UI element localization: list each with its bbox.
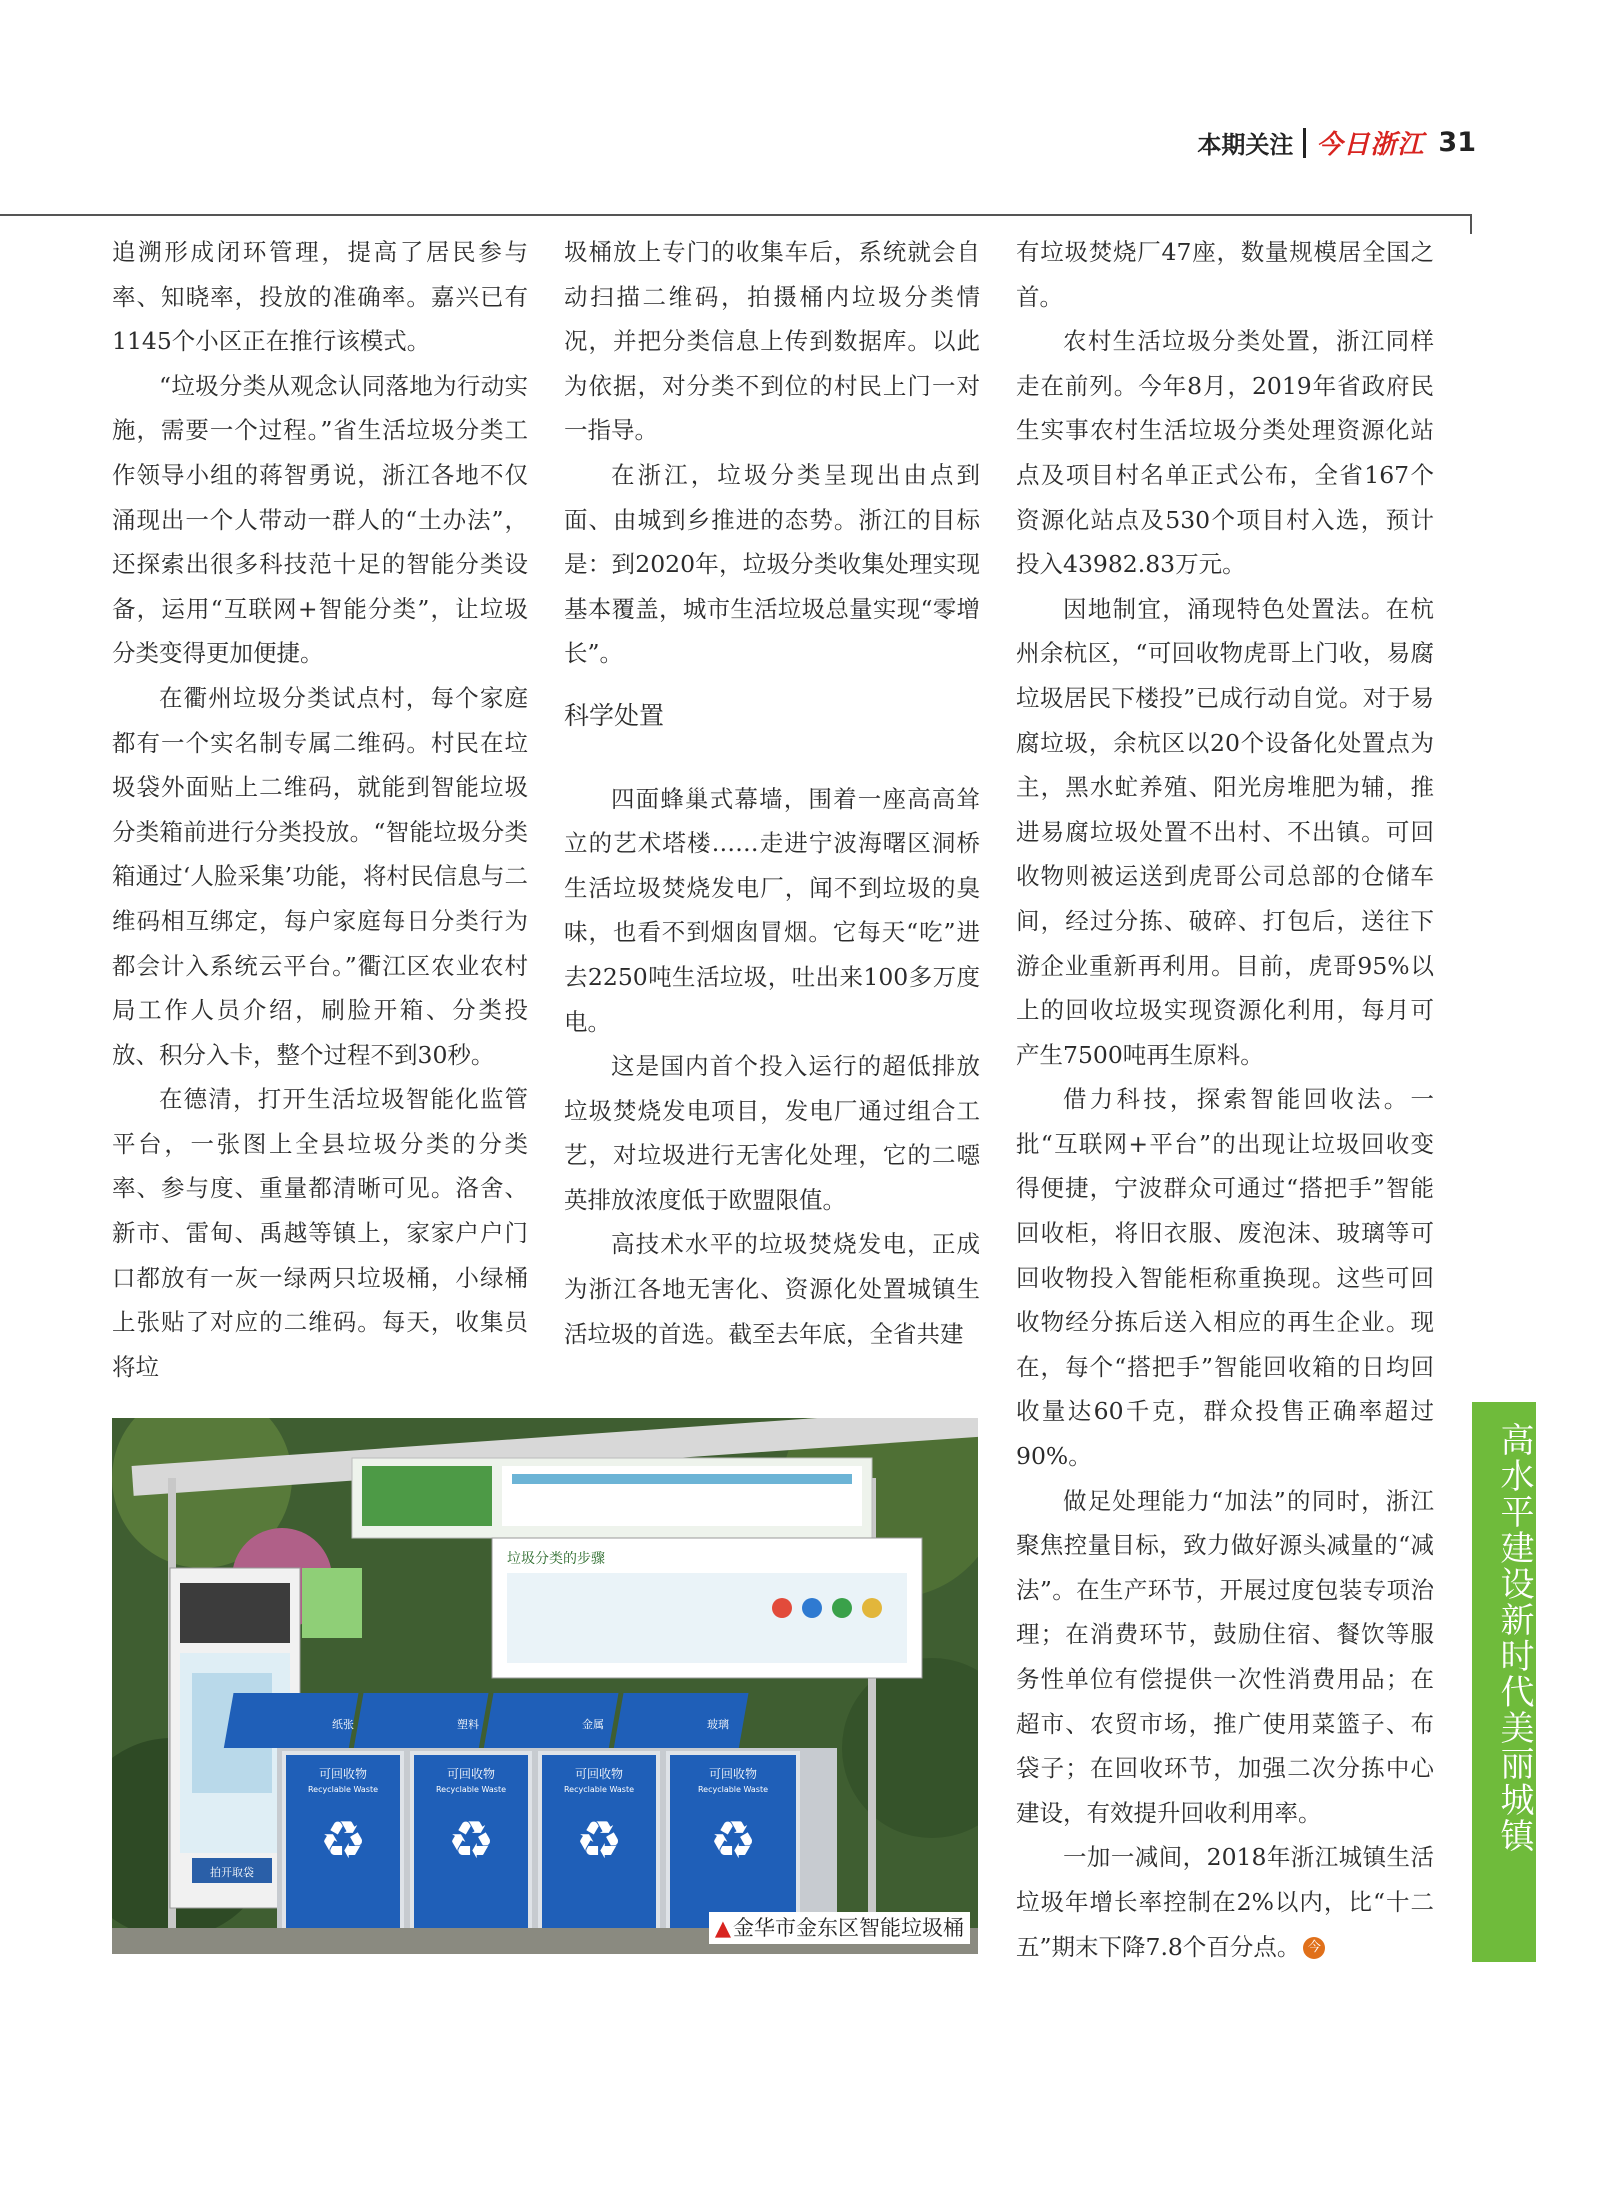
page-header — [1197, 124, 1476, 161]
section-subheading: 科学处置 — [564, 700, 665, 730]
photo-illustration — [112, 1418, 978, 1954]
bin-sub-label: Recyclable Waste — [435, 1785, 507, 1794]
paragraph: 因地制宜，涌现特色处置法。在杭州余杭区，“可回收物虎哥上门收，易腐垃圾居民下楼投”已成行动自觉。对于易腐垃圾，余杭区以20个设备化处置点为主，黑水虻养殖、阳光房堆肥为辅，推进易腐垃圾处置不出村、不出镇。可回收物则被运送到虎哥公司总部的仓储车间，经过分拣、破碎、打包后，送往下游企业重新再利用。目前，虎哥95%以上的回收垃圾实现资源化利用，每月可产生7500吨再生原料。 — [1016, 594, 1434, 1069]
paragraph: 这是国内首个投入运行的超低排放垃圾焚烧发电项目，发电厂通过组合工艺，对垃圾进行无害化处理，它的二噁英排放浓度低于欧盟限值。 — [564, 1052, 980, 1214]
paragraph: 在德清，打开生活垃圾智能化监管平台，一张图上全县垃圾分类的分类率、参与度、重量都清晰可见。洛舍、新市、雷甸、禹越等镇上，家家户户门口都放有一灰一绿两只垃圾桶，小绿桶上张贴了对应的二维码。每天，收集员将垃 — [112, 1085, 528, 1381]
paragraph: 在衢州垃圾分类试点村，每个家庭都有一个实名制专属二维码。村民在垃圾袋外面贴上二维码，就能到智能垃圾分类箱前进行分类投放。“智能垃圾分类箱通过‘人脸采集’功能，将村民信息与二维码相互绑定，每户家庭每日分类行为都会计入系统云平台。”衢江区农业农村局工作人员介绍，刷脸开箱、分类投放、积分入卡，整个过程不到30秒。 — [112, 683, 528, 1069]
bin-label: 可回收物 — [446, 1767, 496, 1781]
paragraph: 在浙江，垃圾分类呈现出由点到面、由城到乡推进的态势。浙江的目标是：到2020年，垃圾分类收集处理实现基本覆盖，城市生活垃圾总量实现“零增长”。 — [564, 460, 980, 668]
bin-lid-label: 金属 — [582, 1718, 604, 1731]
paragraph: “垃圾分类从观念认同落地为行动实施，需要一个过程。”省生活垃圾分类工作领导小组的蒋智勇说，浙江各地不仅涌现出一个人带动一群人的“土办法”，还探索出很多科技范十足的智能分类设备，运用“互联网+智能分类”，让垃圾分类变得更加便捷。 — [112, 371, 528, 668]
paragraph: 有垃圾焚烧厂47座，数量规模居全国之首。 — [1016, 238, 1434, 311]
top-rule — [0, 214, 1472, 216]
paragraph: 农村生活垃圾分类处置，浙江同样走在前列。今年8月，2019年省政府民生实事农村生活垃圾分类处理资源化站点及项目村名单正式公布，全省167个资源化站点及530个项目村入选，预计投入43982.83万元。 — [1016, 327, 1434, 579]
paragraph: 高技术水平的垃圾焚烧发电，正成为浙江各地无害化、资源化处置城镇生活垃圾的首选。截至去年底，全省共建 — [564, 1230, 980, 1348]
recycle-icon: ♻ — [447, 1811, 495, 1871]
section-label: 本期关注 — [1197, 131, 1294, 159]
header-divider — [1303, 128, 1306, 158]
bin-sub-label: Recyclable Waste — [697, 1785, 769, 1794]
recycle-icon: ♻ — [319, 1811, 367, 1871]
paragraph: 借力科技，探索智能回收法。一批“互联网+平台”的出现让垃圾回收变得便捷，宁波群众可通过“搭把手”智能回收柜，将旧衣服、废泡沫、玻璃等可回收物投入智能柜称重换现。这些可回收物经分拣后送入相应的再生企业。现在，每个“搭把手”智能回收箱的日均回收量达60千克，群众投售正确率超过90%。 — [1016, 1085, 1434, 1471]
photo-caption — [709, 1912, 970, 1944]
bin-label: 可回收物 — [574, 1767, 624, 1781]
bin-lid-label: 玻璃 — [707, 1718, 729, 1731]
bin-lid-label: 塑料 — [457, 1718, 479, 1731]
final-paragraph-text: 一加一减间，2018年浙江城镇生活垃圾年增长率控制在2%以内，比“十二五”期末下降7.8个百分点。 — [1016, 1843, 1434, 1961]
paragraph: 圾桶放上专门的收集车后，系统就会自动扫描二维码，拍摄桶内垃圾分类情况，并把分类信息上传到数据库。以此为依据，对分类不到位的村民上门一对一指导。 — [564, 238, 980, 445]
paragraph: 四面蜂巢式幕墙，围着一座高高耸立的艺术塔楼……走进宁波海曙区洞桥生活垃圾焚烧发电厂，闻不到垃圾的臭味，也看不到烟囱冒烟。它每天“吃”进去2250吨生活垃圾，吐出来100多万度电。 — [564, 784, 980, 1036]
magazine-logo: 今日浙江 — [1316, 130, 1425, 160]
page-number: 31 — [1438, 127, 1476, 158]
sidebar-title: 高水平建设新时代美丽城镇 — [1494, 1422, 1534, 1854]
recycle-icon: ♻ — [575, 1811, 623, 1871]
end-mark-icon: 今 — [1303, 1937, 1325, 1959]
paragraph — [1016, 1835, 1434, 1969]
board-title: 垃圾分类的步骤 — [507, 1551, 605, 1567]
article-column-2 — [564, 230, 980, 1356]
bin-sub-label: Recyclable Waste — [563, 1785, 635, 1794]
article-column-3 — [1016, 230, 1434, 1969]
bin-label: 可回收物 — [708, 1767, 758, 1781]
paragraph: 做足处理能力“加法”的同时，浙江聚焦控量目标，致力做好源头减量的“减法”。在生产环节，开展过度包装专项治理；在消费环节，鼓励住宿、餐饮等服务性单位有偿提供一次性消费用品；在超市、农贸市场，推广使用菜篮子、布袋子；在回收环节，加强二次分拣中心建设，有效提升回收利用率。 — [1016, 1486, 1434, 1827]
bin-label: 可回收物 — [318, 1767, 368, 1781]
smart-bin-photo — [112, 1418, 978, 1954]
caption-text: 金华市金东区智能垃圾桶 — [733, 1916, 964, 1940]
bin-sub-label: Recyclable Waste — [307, 1785, 379, 1794]
paragraph: 追溯形成闭环管理，提高了居民参与率、知晓率，投放的准确率。嘉兴已有1145个小区正在推行该模式。 — [112, 238, 528, 356]
recycle-icon: ♻ — [709, 1811, 757, 1871]
kiosk-button-label: 拍开取袋 — [210, 1866, 254, 1879]
column-sidebar-tab — [1472, 1402, 1536, 1962]
article-column-1 — [112, 230, 528, 1389]
bin-lid-label: 纸张 — [332, 1718, 354, 1731]
caption-triangle-icon: ▲ — [714, 1916, 731, 1940]
top-rule-end — [1470, 214, 1472, 234]
